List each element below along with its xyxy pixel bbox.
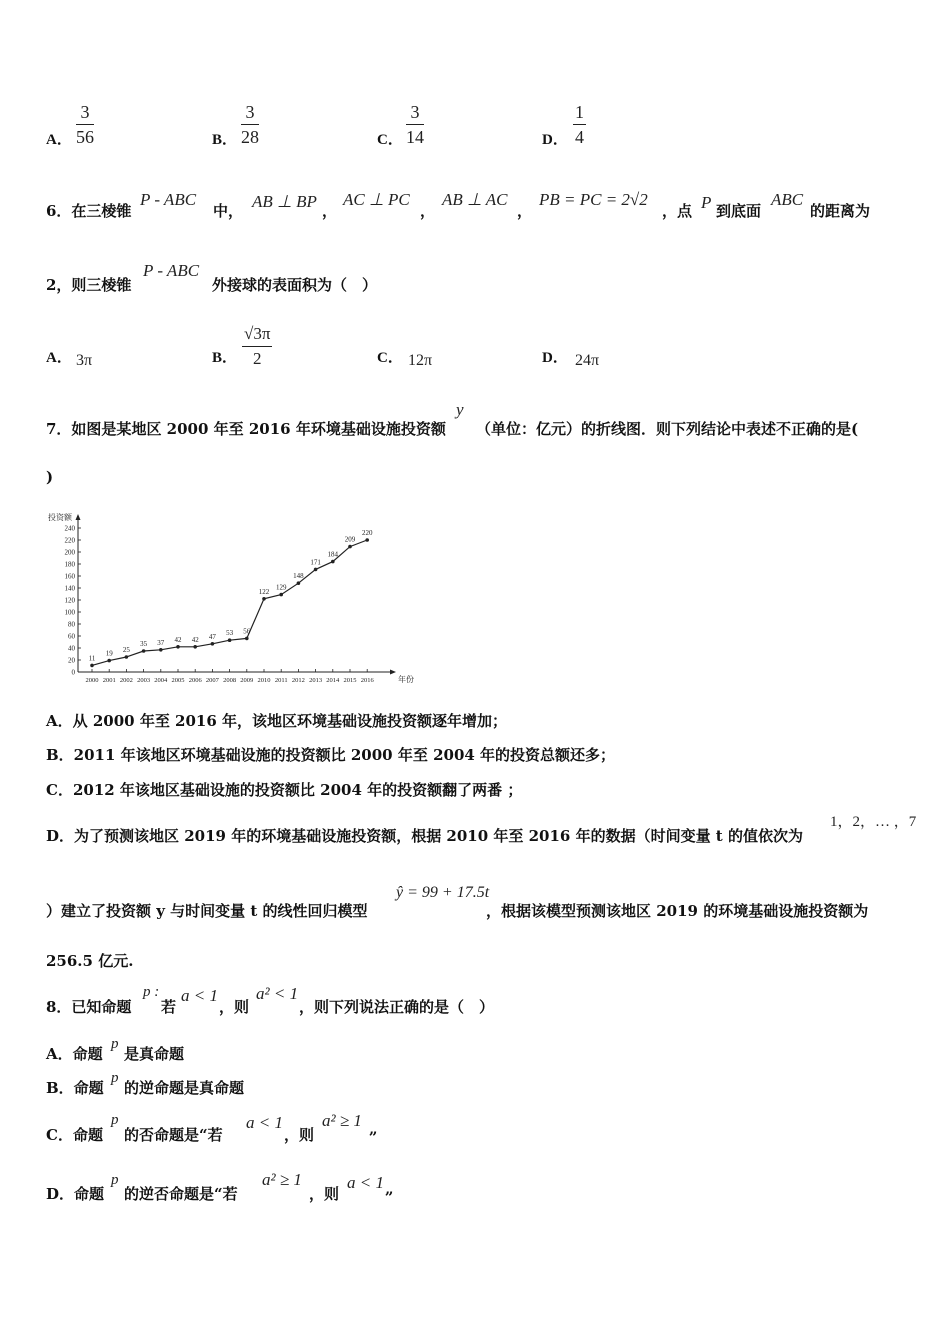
q6-math-point: P	[701, 193, 712, 212]
q6-comma-1: ，	[322, 202, 338, 220]
q7-text-2: （单位：亿元）的折线图．则下列结论中表述不正确的是(	[476, 420, 859, 438]
chart-y-tick-label: 120	[64, 596, 75, 605]
chart-data-label: 53	[226, 629, 234, 638]
chart-point	[262, 597, 266, 601]
q6-comma-3: ，	[517, 202, 533, 220]
q7-option-d-text-1: D．为了预测该地区 2019 年的环境基础设施投资额，根据 2010 年至 2016 年的数据（时间变量 t 的值依次为	[46, 827, 803, 845]
q6-text-6: 2，则三棱锥	[46, 276, 132, 294]
chart-data-label: 25	[122, 646, 130, 654]
chart-data-label: 184	[327, 550, 339, 559]
chart-y-tick-label: 60	[68, 632, 75, 641]
chart-y-tick-label: 0	[71, 668, 75, 677]
chart-point	[176, 645, 180, 649]
chart-y-tick-label: 20	[68, 656, 75, 665]
q7-option-d-math-model: ŷ = 99 + 17.5t	[396, 884, 490, 901]
chart-y-tick-label: 140	[64, 584, 75, 593]
q5-option-a-label: A．	[46, 132, 72, 148]
chart-x-tick-label: 2006	[188, 677, 202, 684]
chart-y-tick-label: 200	[64, 548, 75, 557]
q6-text-4: 到底面	[716, 202, 762, 220]
chart-y-tick-label: 220	[64, 536, 75, 545]
q6-option-d-label: D．	[542, 350, 568, 366]
chart-point	[297, 581, 301, 585]
chart-x-tick-label: 2014	[326, 677, 340, 684]
q8-option-d-text-1: D．命题	[46, 1185, 105, 1203]
q8-option-d-text-4: „	[385, 1180, 394, 1198]
q8-option-d-math-concl: a < 1	[347, 1173, 384, 1192]
q6-math-base: ABC	[771, 190, 804, 209]
chart-y-tick-label: 40	[68, 644, 75, 653]
q6-math-tetrahedron: P - ABC	[140, 190, 197, 209]
chart-y-axis-arrow	[76, 514, 81, 520]
chart-y-tick-label: 180	[64, 560, 75, 569]
chart-x-tick-label: 2016	[360, 677, 374, 684]
q8-text-2: 若	[161, 998, 177, 1016]
chart-data-label: 220	[361, 529, 373, 537]
q6-text-5: 的距离为	[810, 202, 871, 220]
q8-option-c-text-4: „	[369, 1120, 378, 1138]
chart-point	[90, 664, 94, 668]
q6-text-2: 中，	[213, 202, 244, 220]
q8-option-a-math: p	[111, 1036, 119, 1052]
chart-point	[245, 637, 249, 641]
q7-text-3: )	[46, 468, 54, 486]
chart-point	[193, 645, 197, 649]
q5-option-d-fraction: $\frac{1}{4}$	[575, 102, 584, 147]
q5-option-b-fraction: $\frac{3}{28}$	[241, 102, 259, 147]
q8-option-d-text-2: 的逆否命题是“若	[124, 1185, 238, 1203]
chart-point	[279, 593, 283, 597]
q6-math-cond-2: AC ⊥ PC	[343, 190, 410, 209]
chart-data-label: 35	[140, 640, 148, 648]
chart-x-tick-label: 2007	[205, 677, 219, 684]
chart-x-tick-label: 2012	[291, 677, 305, 684]
q7-option-d-text-4: 256.5 亿元.	[46, 952, 134, 970]
chart-data-label: 47	[208, 632, 216, 641]
q7-option-d-math-t-values: 1，2，… ，7	[830, 814, 917, 830]
q8-option-c-text-2: 的否命题是“若	[124, 1126, 223, 1144]
q6-option-c-label: C．	[377, 350, 403, 366]
chart-data-label: 19	[105, 649, 113, 658]
chart-x-tick-label: 2004	[154, 677, 168, 684]
q6-math-tetrahedron-2: P - ABC	[143, 261, 200, 280]
q6-option-c-value: 12π	[408, 352, 433, 369]
q8-option-c-text-1: C．命题	[46, 1126, 103, 1144]
q8-option-d-math-p: p	[111, 1172, 119, 1188]
q6-text-7: 外接球的表面积为（ ）	[212, 276, 378, 294]
chart-x-tick-label: 2008	[223, 677, 237, 684]
chart-point	[348, 545, 352, 549]
q6-math-cond-3: AB ⊥ AC	[442, 190, 508, 209]
q8-option-b-text-2: 的逆命题是真命题	[124, 1079, 245, 1097]
chart-point	[211, 642, 215, 646]
chart-series-line	[92, 540, 367, 665]
chart-data-label: 42	[191, 635, 199, 644]
chart-data-label: 209	[344, 535, 356, 544]
q5-option-d-label: D．	[542, 132, 568, 148]
q8-option-b-text-1: B．命题	[46, 1079, 104, 1097]
chart-point	[365, 538, 369, 542]
chart-x-tick-label: 2000	[85, 677, 99, 684]
q8-math-cond: a < 1	[181, 986, 218, 1005]
q8-option-c-text-3: ，则	[284, 1126, 315, 1144]
chart-y-tick-label: 100	[64, 608, 75, 617]
chart-y-tick-label: 160	[64, 572, 75, 581]
chart-x-tick-label: 2013	[309, 677, 323, 684]
q8-option-c-math-p: p	[111, 1112, 119, 1128]
chart-data-label: 148	[293, 572, 304, 581]
q8-text-4: ，则下列说法正确的是（ ）	[299, 998, 495, 1016]
q6-option-a-value: 3π	[76, 352, 93, 369]
chart-data-label: 11	[88, 654, 96, 663]
q6-text-3: ，点	[662, 202, 693, 220]
q7-option-d-text-2: ）建立了投资额 y 与时间变量 t 的线性回归模型	[46, 902, 368, 920]
chart-y-tick-label: 240	[64, 524, 75, 533]
q7-text-1: 7．如图是某地区 2000 年至 2016 年环境基础设施投资额	[46, 420, 446, 438]
q7-option-b: B．2011 年该地区环境基础设施的投资额比 2000 年至 2004 年的投资总额还多；	[46, 746, 616, 764]
chart-data-labels	[89, 529, 373, 662]
q8-option-c-math-cond: a < 1	[246, 1113, 283, 1132]
q6-math-cond-1: AB ⊥ BP	[252, 192, 317, 211]
chart-data-label: 37	[157, 638, 165, 647]
chart-x-tick-label: 2010	[257, 677, 271, 684]
q8-option-c-math-concl: a² ≥ 1	[322, 1111, 362, 1130]
q6-option-b-fraction: $\frac{√3\pi}{2}$	[244, 324, 271, 368]
q7-option-a: A．从 2000 年至 2016 年，该地区环境基础设施投资额逐年增加；	[46, 712, 508, 730]
chart-point	[314, 568, 318, 572]
chart-point	[159, 648, 163, 652]
q8-option-a-text-1: A．命题	[46, 1045, 103, 1063]
chart-x-tick-label: 2015	[343, 677, 357, 684]
chart-point	[125, 655, 129, 659]
chart-x-tick-label: 2003	[137, 677, 151, 684]
chart-x-tick-label: 2009	[240, 677, 254, 684]
q8-math-concl: a² < 1	[256, 984, 299, 1003]
chart-x-tick-label: 2002	[119, 677, 133, 684]
q5-option-c-fraction: $\frac{3}{14}$	[406, 102, 424, 147]
q5-option-c-label: C．	[377, 132, 403, 148]
chart-y-tick-label: 80	[68, 620, 75, 629]
chart-y-ticks	[65, 525, 82, 677]
q7-math-y: y	[456, 400, 464, 419]
q8-text-3: ，则	[219, 998, 250, 1016]
chart-x-tick-label: 2005	[171, 677, 185, 684]
q7-option-c: C．2012 年该地区基础设施的投资额比 2004 年的投资额翻了两番 ；	[46, 781, 523, 799]
chart-point	[107, 659, 111, 663]
q8-option-a-text-2: 是真命题	[124, 1045, 185, 1063]
q7-option-d-text-3: ，根据该模型预测该地区 2019 的环境基础设施投资额为	[486, 902, 869, 920]
q8-option-b-math: p	[111, 1070, 119, 1086]
q5-option-b-label: B．	[212, 132, 238, 148]
q6-option-b-label: B．	[212, 350, 238, 366]
chart-x-axis-label: 年份	[398, 675, 414, 684]
q6-math-cond-4: PB = PC = 2√2	[539, 190, 648, 209]
chart-point	[331, 560, 335, 564]
chart-data-label: 129	[275, 583, 287, 592]
chart-data-label: 56	[243, 627, 251, 636]
q8-math-p: p :	[143, 984, 160, 1000]
chart-x-tick-label: 2001	[102, 677, 116, 684]
q8-option-d-math-cond: a² ≥ 1	[262, 1170, 302, 1189]
chart-x-ticks	[86, 669, 375, 684]
chart-y-axis-label: 投资额	[48, 513, 72, 522]
q5-option-a-fraction: $\frac{3}{56}$	[76, 102, 94, 147]
chart-point	[228, 638, 232, 642]
q8-option-d-text-3: ，则	[309, 1185, 340, 1203]
q6-option-a-label: A．	[46, 350, 72, 366]
chart-data-label: 122	[258, 587, 270, 596]
q6-option-d-value: 24π	[575, 352, 600, 369]
q6-text-1: 6．在三棱锥	[46, 202, 132, 220]
chart-data-label: 171	[310, 558, 321, 567]
q8-text-1: 8．已知命题	[46, 998, 132, 1016]
chart-x-axis-arrow	[390, 670, 396, 675]
chart-data-label: 42	[174, 635, 182, 644]
chart-point	[142, 649, 146, 653]
q6-comma-2: ，	[420, 202, 436, 220]
chart-x-tick-label: 2011	[274, 677, 288, 684]
investment-line-chart	[40, 508, 414, 690]
